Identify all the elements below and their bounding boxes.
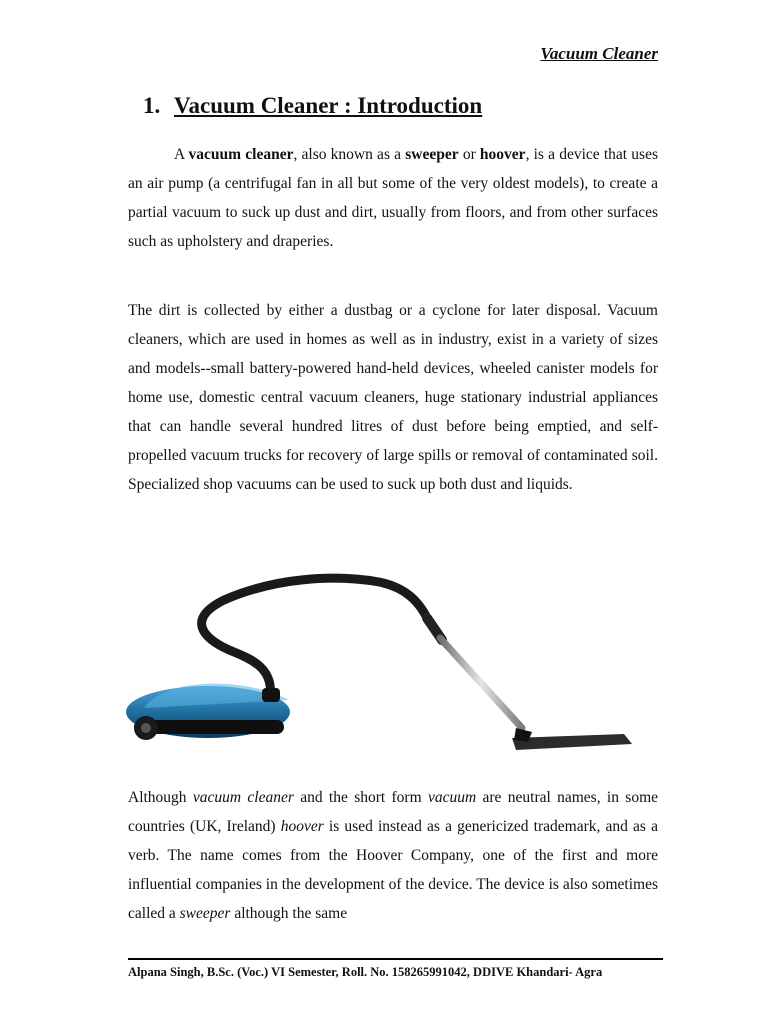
section-title: Vacuum Cleaner : Introduction xyxy=(174,93,483,118)
text-run: are neutral names, in some countries (UK, Ireland) xyxy=(128,789,659,835)
term-sweeper: sweeper xyxy=(405,146,459,163)
text-run: , is a device that uses an air pump (a centrifugal fan in all but some of the very oldest models), to create a partial vacuum to suck up dust and dirt, usually from floors, and from other surfaces such as upholstery and draperies. xyxy=(128,146,658,250)
term-hoover: hoover xyxy=(280,818,324,835)
section-heading xyxy=(143,93,482,119)
text-run: or xyxy=(458,146,480,163)
term-vacuum-cleaner: vacuum cleaner xyxy=(192,789,294,806)
text-run: is used instead as a genericized trademark, and as a verb. The name comes from the Hoover Company, one of the first and more influential companies in the development of the device. The device is also sometimes called a xyxy=(128,818,658,922)
text-run: although the same xyxy=(230,905,348,922)
hose-icon xyxy=(202,578,429,698)
vacuum-cleaner-image xyxy=(124,560,636,760)
term-sweeper: sweeper xyxy=(179,905,231,922)
intro-paragraph xyxy=(128,140,658,256)
term-vacuum-cleaner: vacuum cleaner xyxy=(188,146,294,163)
text-run: and the short form xyxy=(293,789,428,806)
running-header: Vacuum Cleaner xyxy=(540,44,658,63)
section-number: 1. xyxy=(143,93,161,118)
term-vacuum: vacuum xyxy=(427,789,477,806)
page-footer: Alpana Singh, B.Sc. (Voc.) VI Semester, Roll. No. 158265991042, DDIVE Khandari- Agra xyxy=(128,965,603,979)
term-hoover: hoover xyxy=(479,146,526,163)
text-run: A xyxy=(174,146,189,163)
text-run: , also known as a xyxy=(293,146,406,163)
text-run: Although xyxy=(128,789,193,806)
naming-paragraph xyxy=(128,783,658,928)
footer-rule xyxy=(128,958,663,960)
dirt-collection-paragraph: The dirt is collected by either a dustbag or a cyclone for later disposal. Vacuum cleaners, which are used in homes as well as in industry, exist in a variety of sizes and models--small battery-powered hand-held devices, wheeled canister models for home use, domestic central vacuum cleaners, huge stationary industrial appliances that can handle several hundred litres of dust before being emptied, and self-propelled vacuum trucks for recovery of large spills or removal of contaminated soil. Specialized shop vacuums can be used to suck up both dust and liquids. xyxy=(128,302,658,493)
